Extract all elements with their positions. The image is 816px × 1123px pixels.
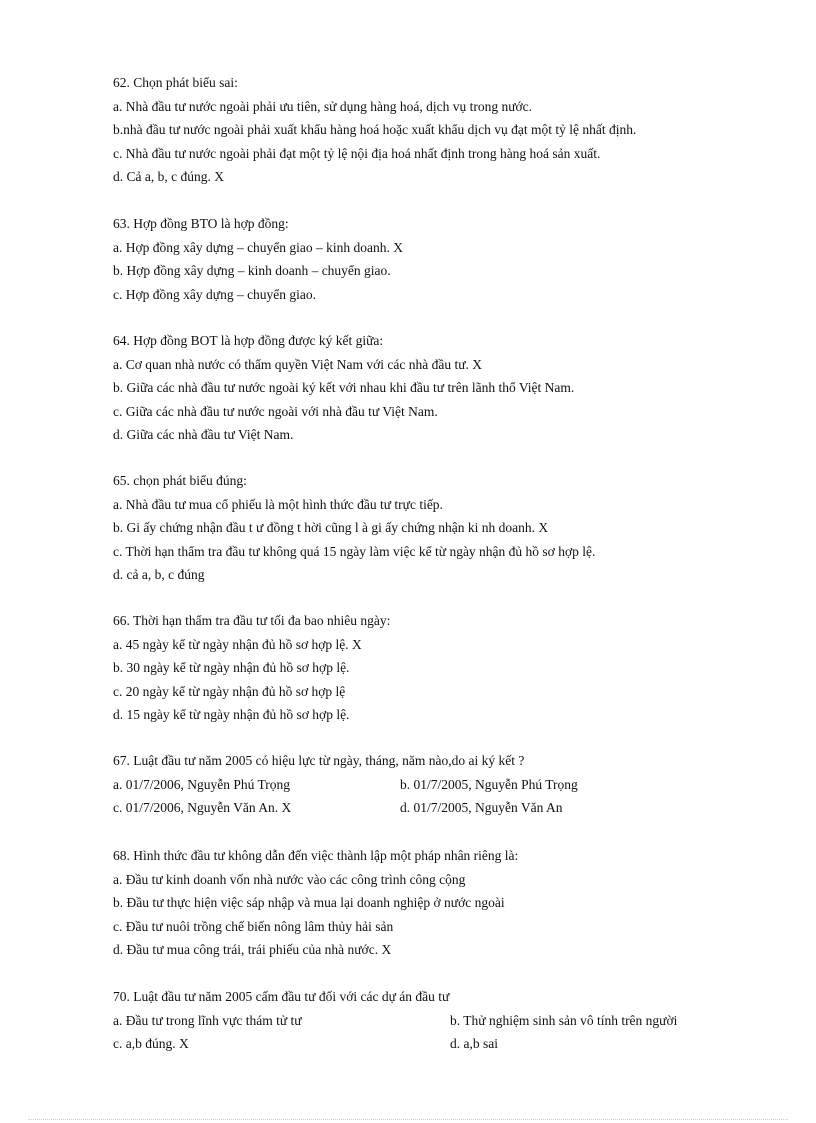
option-c: c. Giữa các nhà đầu tư nước ngoài với nhà đầu tư Việt Nam. [113, 403, 438, 419]
option-b: b. 30 ngày kể từ ngày nhận đủ hồ sơ hợp lệ. [113, 660, 350, 675]
question-64 [113, 329, 753, 447]
question-title: 68. Hình thức đầu tư không dẫn đến việc thành lập một pháp nhân riêng là: [113, 848, 519, 863]
option-d: d. Giữa các nhà đầu tư Việt Nam. [113, 427, 294, 442]
question-62 [113, 71, 753, 189]
option-d: d. 15 ngày kể từ ngày nhận đủ hồ sơ hợp lệ. [113, 707, 350, 722]
option-c: c. Thời hạn thẩm tra đầu tư không quá 15 ngày làm việc kể từ ngày nhận đủ hồ sơ hợp lệ. [113, 543, 596, 559]
option-b: b. Đầu tư thực hiện việc sáp nhập và mua lại doanh nghiệp ở nước ngoài [113, 895, 505, 910]
option-c: c. 20 ngày kể từ ngày nhận đủ hồ sơ hợp lệ [113, 683, 346, 699]
option-d: d. 01/7/2005, Nguyễn Văn An [400, 800, 563, 815]
option-c: c. 01/7/2006, Nguyễn Văn An. X [113, 800, 292, 815]
option-b: b. Hợp đồng xây dựng – kinh doanh – chuyển giao. [113, 263, 391, 278]
options-row [113, 1032, 753, 1056]
option-a: a. 01/7/2006, Nguyễn Phú Trọng [113, 776, 291, 792]
question-title: 62. Chọn phát biểu sai: [113, 75, 238, 90]
option-a: a. Đầu tư trong lĩnh vực thám tử tư [113, 1012, 302, 1028]
option-d: d. Đầu tư mua công trái, trái phiếu của nhà nước. X [113, 942, 392, 957]
question-63 [113, 212, 753, 306]
option-c: c. Nhà đầu tư nước ngoài phải đạt một tỷ lệ nội địa hoá nhất định trong hàng hoá sản xuất. [113, 145, 601, 161]
option-b: b. Giữa các nhà đầu tư nước ngoài ký kết với nhau khi đầu tư trên lãnh thổ Việt Nam. [113, 380, 575, 395]
option-c: c. Hợp đồng xây dựng – chuyển giao. [113, 286, 317, 302]
option-a: a. Nhà đầu tư mua cổ phiếu là một hình thức đầu tư trực tiếp. [113, 496, 443, 512]
option-b: b. 01/7/2005, Nguyễn Phú Trọng [400, 776, 578, 792]
question-67 [113, 749, 753, 820]
question-title: 63. Hợp đồng BTO là hợp đồng: [113, 216, 289, 231]
option-a: a. 45 ngày kể từ ngày nhận đủ hồ sơ hợp lệ. X [113, 636, 362, 652]
option-a: a. Nhà đầu tư nước ngoài phải ưu tiên, sử dụng hàng hoá, dịch vụ trong nước. [113, 98, 533, 114]
question-title: 66. Thời hạn thẩm tra đầu tư tối đa bao nhiêu ngày: [113, 613, 391, 628]
option-a: a. Cơ quan nhà nước có thẩm quyền Việt Nam với các nhà đầu tư. X [113, 356, 483, 372]
option-d: d. cả a, b, c đúng [113, 567, 205, 582]
question-70 [113, 985, 753, 1056]
option-d: d. Cả a, b, c đúng. X [113, 169, 224, 184]
question-66 [113, 609, 753, 727]
option-c: c. Đầu tư nuôi trồng chế biến nông lâm thủy hải sản [113, 918, 394, 934]
question-68 [113, 844, 753, 962]
page-bottom-divider [28, 1119, 788, 1120]
question-title: 65. chọn phát biểu đúng: [113, 473, 247, 488]
option-d: d. a,b sai [450, 1036, 498, 1051]
question-title: 67. Luật đầu tư năm 2005 có hiệu lực từ ngày, tháng, năm nào,do ai ký kết ? [113, 753, 525, 768]
question-65 [113, 469, 753, 587]
question-title: 70. Luật đầu tư năm 2005 cấm đầu tư đối với các dự án đầu tư [113, 989, 450, 1004]
options-row [113, 796, 753, 820]
option-b: b.nhà đầu tư nước ngoài phải xuất khẩu hàng hoá hoặc xuất khẩu dịch vụ đạt một tỷ lệ nhất định. [113, 122, 637, 137]
option-b: b. Gi ấy chứng nhận đầu t ư đồng t hời cũng l à gi ấy chứng nhận ki nh doanh. X [113, 520, 549, 535]
option-b: b. Thử nghiệm sinh sản vô tính trên người [450, 1012, 678, 1028]
option-a: a. Đầu tư kinh doanh vốn nhà nước vào các công trình công cộng [113, 871, 466, 887]
option-c: c. a,b đúng. X [113, 1036, 189, 1051]
options-row [113, 1009, 753, 1033]
option-a: a. Hợp đồng xây dựng – chuyển giao – kinh doanh. X [113, 239, 404, 255]
question-title: 64. Hợp đồng BOT là hợp đồng được ký kết giữa: [113, 333, 384, 348]
options-row [113, 773, 753, 797]
